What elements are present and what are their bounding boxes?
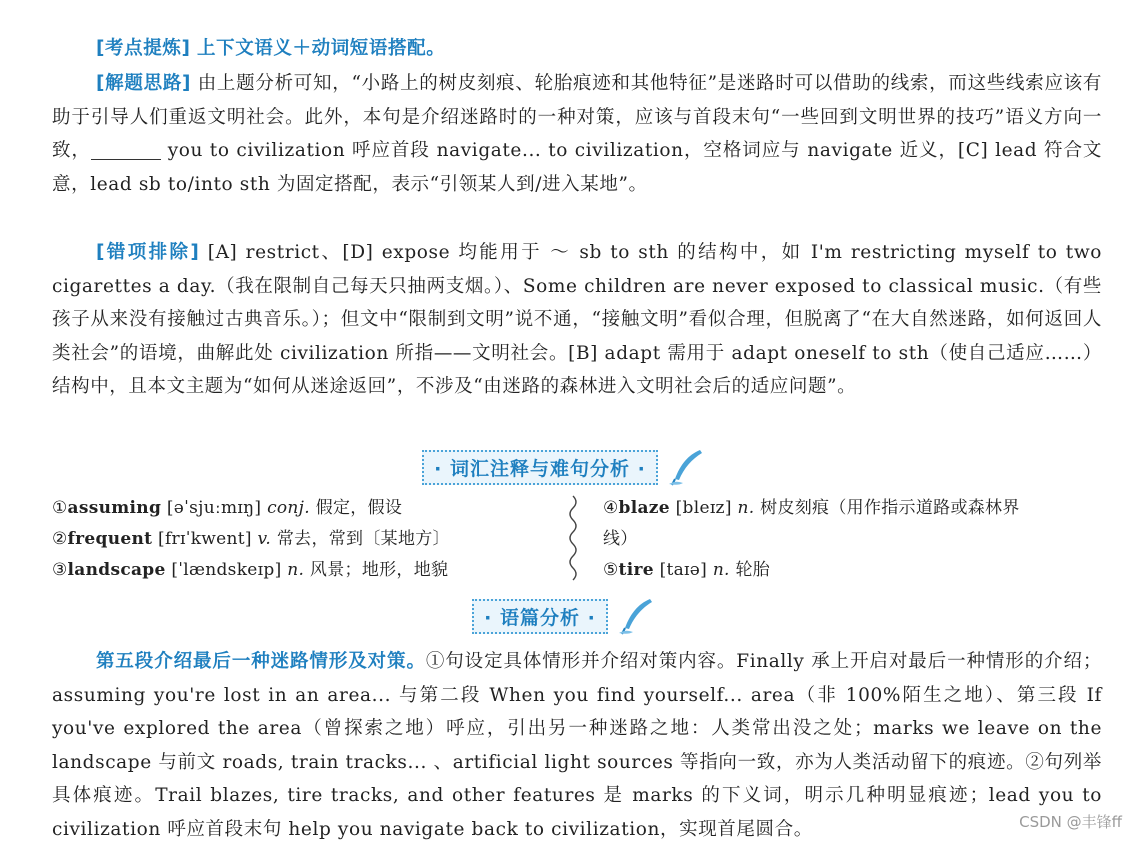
quill-icon: [666, 447, 706, 487]
cuoxiang-text: [A] restrict、[D] expose 均能用于 ～ sb to sth 的结构中，如 I'm restricting myself to two cigarettes a day.（我在限制自己每天只抽两支烟。）、Some children are never exposed to classical music.（有些孩子从来没有接触过古典音乐。）；但文中“限制到文明”说不通，“接触文明”看似合理，但脱离了“在大自然迷路，如何返回人类社会”的语境，曲解此处 civilization 所指——文明社会。[B] adapt 需用于 adapt oneself to sth（使自己适应……）结构中，且本文主题为“如何从迷途返回”，不涉及“由迷路的森林进入文明社会后的适应问题”。: [52, 242, 1103, 397]
vocab-word: frequent: [67, 529, 153, 549]
vocab-number: ③: [52, 560, 68, 580]
vocab-word: blaze: [618, 498, 670, 518]
jieti-text-2: you to civilization 呼应首段 navigate... to civilization，空格词应与 navigate 近义，[C] lead 符合文意，lead sb to/into sth 为固定搭配，表示“引领某人到/进入某地”。: [52, 140, 1102, 195]
vocab-phonetic: [əˈsjuːmɪŋ]: [166, 498, 262, 518]
vocab-section-header: [0, 447, 1128, 487]
kaodian-text: 上下文语义＋动词短语搭配。: [197, 38, 446, 59]
vocab-item-continued: [603, 524, 1103, 555]
vocab-pos: conj.: [267, 498, 310, 518]
cuoxiang-tag: [错项排除]: [96, 242, 200, 263]
kaodian-paragraph: [52, 32, 1102, 66]
jieti-text-1: 由上题分析可知，“小路上的树皮刻痕、轮胎痕迹和其他特征”是迷路时可以借助的线索，而这些线索应该有助于引导人们重返文明社会。此外，本句是介绍迷路时的一种对策，应该与首段末句“一些回到文明世界的技巧”语义方向一致，: [52, 73, 1102, 161]
cuoxiang-paragraph: [52, 236, 1102, 404]
wavy-divider: [565, 494, 581, 584]
answer-blank: [91, 139, 161, 160]
vocab-phonetic: [ˈlændskeɪp]: [171, 560, 282, 580]
vocab-definition: 风景；地形，地貌: [309, 560, 449, 580]
vocab-item: [52, 555, 552, 586]
vocab-definition: 常去，常到〔某地方〕: [276, 529, 450, 549]
watermark: CSDN @丰锋ff: [1019, 813, 1122, 831]
vocab-section-title: · 词汇注释与难句分析 ·: [422, 450, 658, 485]
vocab-number: ④: [603, 498, 619, 518]
vocab-item: [52, 524, 552, 555]
vocab-word: landscape: [67, 560, 166, 580]
vocab-number: ①: [52, 498, 68, 518]
passage-lead: 第五段介绍最后一种迷路情形及对策。: [96, 651, 426, 672]
vocab-number: ②: [52, 529, 68, 549]
vocab-item: [603, 493, 1103, 524]
vocab-pos: v.: [257, 529, 272, 549]
vocab-definition: 假定，假设: [315, 498, 403, 518]
vocab-right-column: [603, 493, 1103, 586]
vocab-word: tire: [618, 560, 654, 580]
jieti-paragraph: [52, 67, 1102, 201]
passage-section-title: · 语篇分析 ·: [472, 599, 608, 634]
vocab-number: ⑤: [603, 560, 619, 580]
vocab-definition-continued: 线）: [603, 529, 638, 549]
vocab-pos: n.: [287, 560, 305, 580]
vocab-item: [603, 555, 1103, 586]
passage-paragraph: [52, 645, 1102, 846]
jieti-tag: [解题思路]: [96, 73, 192, 94]
vocab-item: [52, 493, 552, 524]
vocab-phonetic: [taɪə]: [659, 560, 708, 580]
vocab-definition: 树皮刻痕（用作指示道路或森林界: [760, 498, 1020, 518]
quill-icon: [616, 596, 656, 636]
vocab-phonetic: [bleɪz]: [675, 498, 732, 518]
vocab-phonetic: [frɪˈkwent]: [158, 529, 252, 549]
passage-section-header: [0, 596, 1128, 636]
vocab-pos: n.: [737, 498, 755, 518]
vocab-pos: n.: [712, 560, 730, 580]
vocab-left-column: [52, 493, 552, 586]
kaodian-tag: [考点提炼]: [96, 38, 191, 59]
vocab-definition: 轮胎: [735, 560, 771, 580]
vocab-word: assuming: [67, 498, 162, 518]
passage-text: ①句设定具体情形并介绍对策内容。Finally 承上开启对最后一种情形的介绍；assuming you're lost in an area... 与第二段 When you find yourself... area（非 100%陌生之地）、第三段 If you've explored the area（曾探索之地）呼应，引出另一种迷路之地：人类常出没之处；marks we leave on the landscape 与前文 roads, train tracks... 、artificial light sources 等指向一致，亦为人类活动留下的痕迹。②句列举具体痕迹。Trail blazes, tire tracks, and other features 是 marks 的下义词，明示几种明显痕迹；lead you to civilization 呼应首段末句 help you navigate back to civilization，实现首尾圆合。: [52, 651, 1103, 840]
